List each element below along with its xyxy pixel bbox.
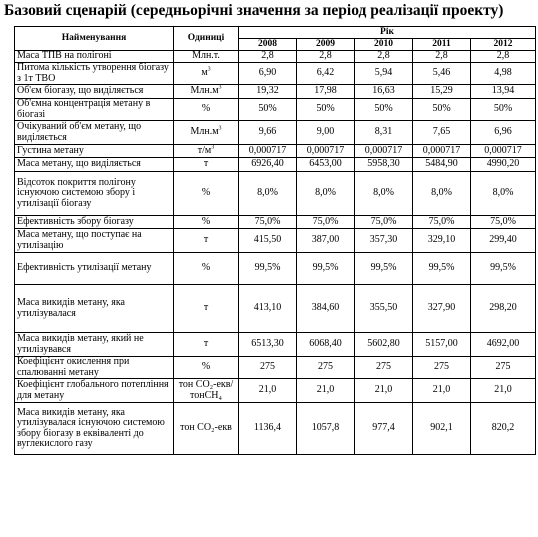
row-value: 75,0%	[471, 216, 536, 229]
header-name: Найменування	[15, 27, 174, 51]
row-unit: %	[174, 357, 239, 379]
row-name: Маса метану, що поступає на утилізацію	[15, 229, 174, 253]
row-value: 5958,30	[355, 158, 413, 172]
table-row	[15, 357, 536, 379]
row-value: 299,40	[471, 229, 536, 253]
header-year: 2011	[413, 39, 471, 51]
row-value: 75,0%	[413, 216, 471, 229]
table-row	[15, 379, 536, 403]
row-value: 8,0%	[471, 172, 536, 216]
row-value: 387,00	[297, 229, 355, 253]
row-value: 1057,8	[297, 403, 355, 455]
row-value: 5,94	[355, 63, 413, 85]
row-unit	[174, 121, 239, 145]
row-unit: тон CO₂-екв	[174, 403, 239, 455]
row-value: 0,000717	[413, 145, 471, 158]
row-value: 99,5%	[239, 253, 297, 285]
row-unit: т	[174, 229, 239, 253]
row-value: 75,0%	[239, 216, 297, 229]
row-unit: %	[174, 253, 239, 285]
row-value: 4,98	[471, 63, 536, 85]
row-value: 21,0	[239, 379, 297, 403]
row-name: Маса метану, що виділяється	[15, 158, 174, 172]
row-value: 75,0%	[297, 216, 355, 229]
header-year-group: Рік	[239, 27, 536, 39]
unit-superscript: 3	[211, 144, 215, 151]
row-value: 1136,4	[239, 403, 297, 455]
row-value: 99,5%	[413, 253, 471, 285]
row-value: 50%	[471, 99, 536, 121]
row-unit: Млн.т.	[174, 51, 239, 63]
row-value: 275	[355, 357, 413, 379]
row-value: 6926,40	[239, 158, 297, 172]
row-name: Густина метану	[15, 145, 174, 158]
row-value: 415,50	[239, 229, 297, 253]
header-year: 2009	[297, 39, 355, 51]
row-value: 13,94	[471, 85, 536, 99]
table-row	[15, 121, 536, 145]
row-value: 99,5%	[297, 253, 355, 285]
unit-text: м	[201, 67, 208, 79]
row-value: 21,0	[471, 379, 536, 403]
row-value: 50%	[355, 99, 413, 121]
header-year: 2010	[355, 39, 413, 51]
table-row	[15, 333, 536, 357]
row-value: 9,00	[297, 121, 355, 145]
row-value: 8,0%	[355, 172, 413, 216]
row-value: 977,4	[355, 403, 413, 455]
unit-text: Млн.м	[190, 85, 219, 97]
row-value: 21,0	[413, 379, 471, 403]
row-value: 0,000717	[355, 145, 413, 158]
row-value: 8,31	[355, 121, 413, 145]
row-value: 2,8	[471, 51, 536, 63]
header-year: 2012	[471, 39, 536, 51]
row-value: 5,46	[413, 63, 471, 85]
row-value: 275	[297, 357, 355, 379]
row-value: 2,8	[413, 51, 471, 63]
row-unit	[174, 63, 239, 85]
row-name: Об'ємна концентрація метану в біогазі	[15, 99, 174, 121]
row-name: Відсоток покриття полігону існуючою системою збору і утилізації біогазу	[15, 172, 174, 216]
row-value: 275	[471, 357, 536, 379]
row-unit: т	[174, 285, 239, 333]
scenario-table	[14, 26, 536, 455]
row-value: 8,0%	[413, 172, 471, 216]
row-unit: %	[174, 216, 239, 229]
row-value: 99,5%	[471, 253, 536, 285]
row-value: 0,000717	[471, 145, 536, 158]
table-row	[15, 216, 536, 229]
row-value: 50%	[239, 99, 297, 121]
row-name: Маса ТПВ на полігоні	[15, 51, 174, 63]
row-value: 355,50	[355, 285, 413, 333]
row-value: 384,60	[297, 285, 355, 333]
row-value: 19,32	[239, 85, 297, 99]
row-name: Маса викидів метану, який не утилізувався	[15, 333, 174, 357]
row-value: 99,5%	[355, 253, 413, 285]
row-value: 6,90	[239, 63, 297, 85]
row-value: 902,1	[413, 403, 471, 455]
row-unit: %	[174, 99, 239, 121]
row-name: Маса викидів метану, яка утилізувалася	[15, 285, 174, 333]
row-unit	[174, 85, 239, 99]
row-value: 2,8	[297, 51, 355, 63]
row-value: 298,20	[471, 285, 536, 333]
row-value: 820,2	[471, 403, 536, 455]
row-name: Маса викидів метану, яка утилізувалася існуючою системою збору біогазу в еквіваленті до вуглекислого газу	[15, 403, 174, 455]
row-value: 8,0%	[239, 172, 297, 216]
row-value: 2,8	[355, 51, 413, 63]
row-value: 16,63	[355, 85, 413, 99]
row-value: 4692,00	[471, 333, 536, 357]
row-value: 21,0	[355, 379, 413, 403]
unit-text: т/м	[197, 144, 212, 156]
row-value: 50%	[297, 99, 355, 121]
row-name: Очікуваний об'єм метану, що виділяється	[15, 121, 174, 145]
row-value: 0,000717	[239, 145, 297, 158]
row-value: 357,30	[355, 229, 413, 253]
row-value: 6513,30	[239, 333, 297, 357]
row-value: 8,0%	[297, 172, 355, 216]
row-unit: т	[174, 333, 239, 357]
row-value: 21,0	[297, 379, 355, 403]
row-name: Коефіцієнт окислення при спалюванні метану	[15, 357, 174, 379]
row-unit: %	[174, 172, 239, 216]
unit-superscript: 3	[207, 66, 211, 73]
table-row	[15, 99, 536, 121]
row-value: 7,65	[413, 121, 471, 145]
row-value: 6,96	[471, 121, 536, 145]
row-value: 327,90	[413, 285, 471, 333]
header-row-1	[15, 27, 536, 39]
table-row	[15, 51, 536, 63]
header-year: 2008	[239, 39, 297, 51]
header-unit: Одиниці	[174, 27, 239, 51]
unit-text: Млн.м	[190, 126, 219, 138]
row-value: 6068,40	[297, 333, 355, 357]
unit-superscript: 3	[218, 84, 222, 91]
row-name: Ефективність утилізації метану	[15, 253, 174, 285]
page-title: Базовий сценарій (середньорічні значення за період реалізації проекту)	[4, 2, 504, 19]
row-value: 275	[413, 357, 471, 379]
table-row	[15, 63, 536, 85]
table-row	[15, 285, 536, 333]
row-value: 329,10	[413, 229, 471, 253]
row-value: 2,8	[239, 51, 297, 63]
row-value: 9,66	[239, 121, 297, 145]
row-name: Ефективність збору біогазу	[15, 216, 174, 229]
row-value: 15,29	[413, 85, 471, 99]
row-value: 5157,00	[413, 333, 471, 357]
row-value: 75,0%	[355, 216, 413, 229]
row-value: 5484,90	[413, 158, 471, 172]
row-value: 17,98	[297, 85, 355, 99]
row-value: 4990,20	[471, 158, 536, 172]
unit-superscript: 3	[218, 125, 222, 132]
row-value: 275	[239, 357, 297, 379]
table-row	[15, 158, 536, 172]
table-row	[15, 253, 536, 285]
row-unit: т	[174, 158, 239, 172]
row-value: 6,42	[297, 63, 355, 85]
table-row	[15, 85, 536, 99]
row-value: 5602,80	[355, 333, 413, 357]
row-value: 6453,00	[297, 158, 355, 172]
row-unit	[174, 145, 239, 158]
row-value: 413,10	[239, 285, 297, 333]
table-row	[15, 229, 536, 253]
row-unit: тон CO₂-екв/тонCH₄	[174, 379, 239, 403]
row-name: Коефіцієнт глобального потепління для метану	[15, 379, 174, 403]
table-row	[15, 403, 536, 455]
row-name: Об'єм біогазу, що виділяється	[15, 85, 174, 99]
row-name: Питома кількість утворення біогазу з 1т ТВО	[15, 63, 174, 85]
row-value: 50%	[413, 99, 471, 121]
table-row	[15, 145, 536, 158]
table-row	[15, 172, 536, 216]
row-value: 0,000717	[297, 145, 355, 158]
